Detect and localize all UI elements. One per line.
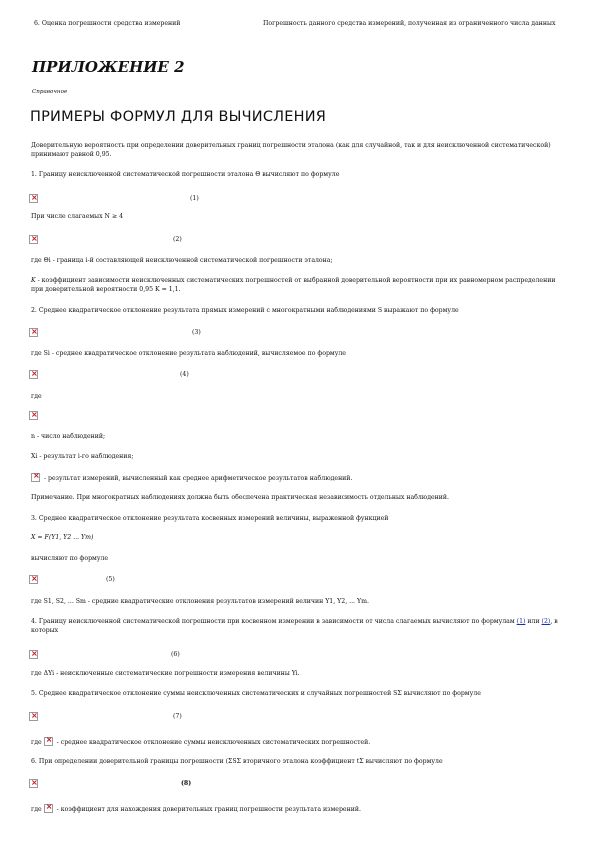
formula-7 (29, 712, 329, 724)
paragraph-4 (31, 617, 566, 635)
formula-4 (29, 370, 329, 382)
broken-image-icon (29, 370, 38, 379)
p6-definition (31, 804, 361, 814)
paragraph-5: 5. Среднее квадратическое отклонение суммы неисключенных систематических и случайных погрешностей SΣ вычисляют по формуле (31, 690, 481, 697)
n-definition: n - число наблюдений; (31, 433, 106, 440)
where-label: где (31, 393, 42, 400)
paragraph-3: 3. Среднее квадратическое отклонение результата косвенных измерений величины, выраженной функцией (31, 515, 389, 522)
si-definition: где Si - среднее квадратическое отклонение результата наблюдений, вычисляемое по формуле (31, 350, 346, 357)
calc-by-label: вычисляют по формуле (31, 555, 109, 562)
mean-definition-text: - результат измерений, вычисленный как среднее арифметическое результатов наблюдений. (42, 475, 353, 482)
equation-number: (3) (192, 329, 201, 336)
formula-2-link[interactable]: (2) (541, 618, 551, 625)
equation-number: (5) (106, 576, 115, 583)
k-definition (31, 276, 566, 294)
where-label: где (31, 739, 42, 746)
p6-definition-text: - коэффициент для нахождения доверительных границ погрешности результата измерений. (54, 806, 361, 813)
broken-image-icon (29, 650, 38, 659)
equation-number: (4) (180, 371, 189, 378)
intro-paragraph: Доверительную вероятность при определении доверительных границ погрешности эталона (как для случайной, так и для неисключенной систематической) принимают равной 0,95. (31, 142, 551, 158)
formula-8 (29, 779, 329, 791)
broken-image-icon (29, 779, 38, 788)
broken-image-icon (29, 235, 38, 244)
equation-number: (8) (181, 780, 192, 787)
function-expression: X = F(Y1, Y2 ... Ym) (31, 534, 94, 541)
formula-1 (29, 194, 329, 206)
condition-n: При числе слагаемых N ≥ 4 (31, 213, 124, 220)
formula-5 (29, 575, 329, 587)
paragraph-6: 6. При определении доверительной границы погрешности (ΣSΣ вторичного эталона коэффициент tΣ вычисляют по формуле (31, 758, 443, 765)
formula-3 (29, 328, 329, 340)
equation-number: (1) (190, 195, 199, 202)
k-definition-text: - коэффициент зависимости неисключенных систематических погрешностей от выбранной доверительной вероятности при их равномерном распределении при доверительной вероятности 0,95 K = 1,1. (31, 277, 556, 293)
note: Примечание. При многократных наблюдениях должна быть обеспечена практическая независимость отдельных наблюдений. (31, 494, 450, 501)
appendix-title: ПРИЛОЖЕНИЕ 2 (32, 58, 185, 76)
broken-image-icon (29, 712, 38, 721)
broken-image-icon (29, 328, 38, 337)
broken-image-icon (44, 804, 53, 813)
paragraph-2: 2. Среднее квадратическое отклонение результата прямых измерений с многократными наблюдениями S выражают по формуле (31, 307, 459, 314)
formula-1-link[interactable]: (1) (516, 618, 526, 625)
paragraph-4-tail: , в которых (31, 618, 558, 634)
broken-image-icon (29, 411, 38, 420)
mean-definition (29, 473, 352, 483)
broken-image-icon (31, 473, 40, 482)
section-title: ПРИМЕРЫ ФОРМУЛ ДЛЯ ВЫЧИСЛЕНИЯ (30, 109, 327, 125)
formula-6 (29, 650, 329, 662)
reference-label: Справочное (32, 89, 68, 95)
equation-number: (6) (171, 651, 180, 658)
header-right-cell: Погрешность данного средства измерений, полученная из ограниченного числа данных (263, 20, 556, 27)
xi-definition: Xi - результат i-го наблюдения; (31, 453, 134, 460)
equation-number: (2) (173, 236, 182, 243)
paragraph-4-text: 4. Границу неисключенной систематической погрешности при косвенном измерении в зависимости от числа слагаемых вычисляют по формулам (31, 618, 517, 625)
equation-number: (7) (173, 713, 182, 720)
paragraph-1: 1. Границу неисключенной систематической погрешности эталона Θ вычисляют по формуле (31, 171, 340, 178)
formula-mean (29, 411, 329, 423)
paragraph-4-or: или (525, 618, 542, 625)
dyi-definition: где ΔYi - неисключенные систематические погрешности измерения величины Yi. (31, 670, 300, 677)
broken-image-icon (29, 194, 38, 203)
k-symbol: K (31, 277, 36, 284)
where-label: где (31, 806, 42, 813)
theta-definition: где Θi - граница i-й составляющей неисключенной систематической погрешности эталона; (31, 257, 333, 264)
p5-definition (31, 737, 370, 747)
s-definitions: где S1, S2, ... Sm - средние квадратические отклонения результатов измерений величин Y1, Y2, ... Ym. (31, 598, 369, 605)
formula-2 (29, 235, 329, 247)
broken-image-icon (29, 575, 38, 584)
p5-definition-text: - среднее квадратическое отклонение суммы неисключенных систематических погрешностей. (54, 739, 371, 746)
broken-image-icon (44, 737, 53, 746)
header-left-cell: 6. Оценка погрешности средства измерений (34, 20, 181, 27)
